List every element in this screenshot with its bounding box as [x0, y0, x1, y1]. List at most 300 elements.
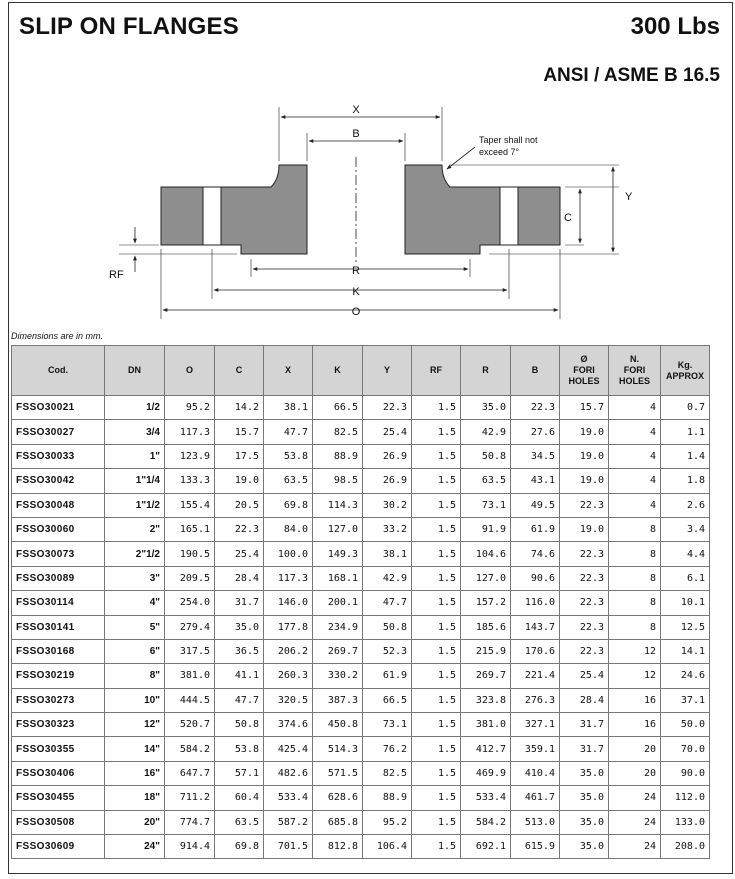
value-cell: 0.7 — [661, 396, 710, 420]
dn-cell: 1"1/4 — [105, 469, 165, 493]
code-cell: FSSO30355 — [12, 737, 105, 761]
flange-spec-sheet — [8, 2, 733, 874]
value-cell: 10.1 — [661, 591, 710, 615]
code-cell: FSSO30609 — [12, 835, 105, 859]
code-cell: FSSO30042 — [12, 469, 105, 493]
value-cell: 22.3 — [560, 639, 609, 663]
column-header: O — [165, 346, 215, 396]
value-cell: 260.3 — [264, 664, 313, 688]
value-cell: 50.8 — [363, 615, 412, 639]
value-cell: 70.0 — [661, 737, 710, 761]
table-header-row — [12, 346, 710, 396]
value-cell: 12 — [609, 664, 661, 688]
label-o: O — [351, 306, 361, 318]
dn-cell: 16" — [105, 761, 165, 785]
value-cell: 774.7 — [165, 810, 215, 834]
value-cell: 43.1 — [511, 469, 560, 493]
value-cell: 1.5 — [412, 493, 461, 517]
value-cell: 1.5 — [412, 566, 461, 590]
value-cell: 1.5 — [412, 444, 461, 468]
dn-cell: 20" — [105, 810, 165, 834]
value-cell: 190.5 — [165, 542, 215, 566]
value-cell: 185.6 — [461, 615, 511, 639]
value-cell: 165.1 — [165, 517, 215, 541]
value-cell: 533.4 — [461, 786, 511, 810]
value-cell: 1.5 — [412, 542, 461, 566]
value-cell: 41.1 — [215, 664, 264, 688]
table-row — [12, 761, 710, 785]
value-cell: 26.9 — [363, 444, 412, 468]
value-cell: 50.8 — [461, 444, 511, 468]
value-cell: 8 — [609, 542, 661, 566]
value-cell: 3.4 — [661, 517, 710, 541]
value-cell: 234.9 — [313, 615, 363, 639]
value-cell: 66.5 — [363, 688, 412, 712]
dn-cell: 1/2 — [105, 396, 165, 420]
label-x: X — [352, 104, 360, 116]
dn-cell: 5" — [105, 615, 165, 639]
code-cell: FSSO30455 — [12, 786, 105, 810]
value-cell: 112.0 — [661, 786, 710, 810]
dn-cell: 24" — [105, 835, 165, 859]
value-cell: 34.5 — [511, 444, 560, 468]
value-cell: 42.9 — [363, 566, 412, 590]
value-cell: 24 — [609, 786, 661, 810]
value-cell: 374.6 — [264, 713, 313, 737]
table-row — [12, 566, 710, 590]
value-cell: 215.9 — [461, 639, 511, 663]
table-row — [12, 835, 710, 859]
value-cell: 76.2 — [363, 737, 412, 761]
value-cell: 279.4 — [165, 615, 215, 639]
value-cell: 1.5 — [412, 713, 461, 737]
code-cell: FSSO30406 — [12, 761, 105, 785]
code-cell: FSSO30273 — [12, 688, 105, 712]
value-cell: 327.1 — [511, 713, 560, 737]
value-cell: 47.7 — [264, 420, 313, 444]
code-cell: FSSO30168 — [12, 639, 105, 663]
value-cell: 35.0 — [560, 835, 609, 859]
value-cell: 117.3 — [165, 420, 215, 444]
table-row — [12, 444, 710, 468]
value-cell: 4 — [609, 396, 661, 420]
value-cell: 1.5 — [412, 688, 461, 712]
column-header: N. FORI HOLES — [609, 346, 661, 396]
value-cell: 208.0 — [661, 835, 710, 859]
value-cell: 2.6 — [661, 493, 710, 517]
table-row — [12, 639, 710, 663]
value-cell: 50.0 — [661, 713, 710, 737]
column-header: RF — [412, 346, 461, 396]
value-cell: 209.5 — [165, 566, 215, 590]
value-cell: 73.1 — [461, 493, 511, 517]
value-cell: 8 — [609, 517, 661, 541]
value-cell: 1.5 — [412, 810, 461, 834]
column-header: DN — [105, 346, 165, 396]
value-cell: 1.5 — [412, 469, 461, 493]
value-cell: 1.1 — [661, 420, 710, 444]
value-cell: 1.4 — [661, 444, 710, 468]
standard-label: ANSI / ASME B 16.5 — [543, 65, 720, 86]
value-cell: 571.5 — [313, 761, 363, 785]
table-row — [12, 493, 710, 517]
value-cell: 104.6 — [461, 542, 511, 566]
dn-cell: 1" — [105, 444, 165, 468]
value-cell: 1.8 — [661, 469, 710, 493]
table-row — [12, 420, 710, 444]
dn-cell: 4" — [105, 591, 165, 615]
code-cell: FSSO30114 — [12, 591, 105, 615]
value-cell: 19.0 — [560, 420, 609, 444]
value-cell: 320.5 — [264, 688, 313, 712]
value-cell: 8 — [609, 566, 661, 590]
value-cell: 14.1 — [661, 639, 710, 663]
code-cell: FSSO30027 — [12, 420, 105, 444]
value-cell: 412.7 — [461, 737, 511, 761]
value-cell: 61.9 — [511, 517, 560, 541]
dn-cell: 10" — [105, 688, 165, 712]
taper-note-line1: Taper shall not — [479, 135, 538, 145]
value-cell: 91.9 — [461, 517, 511, 541]
code-cell: FSSO30048 — [12, 493, 105, 517]
value-cell: 31.7 — [560, 737, 609, 761]
value-cell: 60.4 — [215, 786, 264, 810]
value-cell: 587.2 — [264, 810, 313, 834]
value-cell: 116.0 — [511, 591, 560, 615]
value-cell: 35.0 — [560, 786, 609, 810]
table-row — [12, 542, 710, 566]
value-cell: 22.3 — [560, 542, 609, 566]
value-cell: 8 — [609, 615, 661, 639]
value-cell: 19.0 — [560, 444, 609, 468]
value-cell: 25.4 — [363, 420, 412, 444]
table-row — [12, 688, 710, 712]
label-k: K — [352, 286, 360, 298]
value-cell: 1.5 — [412, 664, 461, 688]
table-body — [12, 396, 710, 859]
value-cell: 57.1 — [215, 761, 264, 785]
column-header: Ø FORI HOLES — [560, 346, 609, 396]
value-cell: 16 — [609, 713, 661, 737]
value-cell: 24.6 — [661, 664, 710, 688]
value-cell: 4.4 — [661, 542, 710, 566]
value-cell: 149.3 — [313, 542, 363, 566]
value-cell: 24 — [609, 810, 661, 834]
value-cell: 381.0 — [165, 664, 215, 688]
right-flange-section — [405, 165, 560, 254]
dimensions-table — [11, 345, 710, 859]
value-cell: 74.6 — [511, 542, 560, 566]
value-cell: 66.5 — [313, 396, 363, 420]
value-cell: 90.6 — [511, 566, 560, 590]
value-cell: 19.0 — [560, 517, 609, 541]
value-cell: 25.4 — [215, 542, 264, 566]
value-cell: 14.2 — [215, 396, 264, 420]
value-cell: 35.0 — [560, 810, 609, 834]
code-cell: FSSO30033 — [12, 444, 105, 468]
value-cell: 276.3 — [511, 688, 560, 712]
dn-cell: 2" — [105, 517, 165, 541]
value-cell: 1.5 — [412, 786, 461, 810]
value-cell: 692.1 — [461, 835, 511, 859]
value-cell: 15.7 — [215, 420, 264, 444]
label-c: C — [564, 212, 572, 224]
value-cell: 711.2 — [165, 786, 215, 810]
value-cell: 19.0 — [215, 469, 264, 493]
table-row — [12, 810, 710, 834]
value-cell: 1.5 — [412, 761, 461, 785]
value-cell: 22.3 — [560, 615, 609, 639]
value-cell: 73.1 — [363, 713, 412, 737]
value-cell: 533.4 — [264, 786, 313, 810]
code-cell: FSSO30323 — [12, 713, 105, 737]
value-cell: 812.8 — [313, 835, 363, 859]
table-row — [12, 615, 710, 639]
table-row — [12, 396, 710, 420]
left-flange-section — [161, 165, 307, 254]
value-cell: 170.6 — [511, 639, 560, 663]
dn-cell: 18" — [105, 786, 165, 810]
value-cell: 69.8 — [264, 493, 313, 517]
value-cell: 685.8 — [313, 810, 363, 834]
value-cell: 513.0 — [511, 810, 560, 834]
value-cell: 88.9 — [313, 444, 363, 468]
value-cell: 38.1 — [363, 542, 412, 566]
value-cell: 100.0 — [264, 542, 313, 566]
value-cell: 628.6 — [313, 786, 363, 810]
value-cell: 410.4 — [511, 761, 560, 785]
column-header: K — [313, 346, 363, 396]
value-cell: 63.5 — [215, 810, 264, 834]
page-title: SLIP ON FLANGES — [19, 13, 239, 40]
value-cell: 38.1 — [264, 396, 313, 420]
value-cell: 35.0 — [461, 396, 511, 420]
value-cell: 381.0 — [461, 713, 511, 737]
value-cell: 36.5 — [215, 639, 264, 663]
value-cell: 19.0 — [560, 469, 609, 493]
value-cell: 1.5 — [412, 517, 461, 541]
dn-cell: 12" — [105, 713, 165, 737]
code-cell: FSSO30073 — [12, 542, 105, 566]
dn-cell: 2"1/2 — [105, 542, 165, 566]
value-cell: 12.5 — [661, 615, 710, 639]
value-cell: 1.5 — [412, 615, 461, 639]
table-row — [12, 713, 710, 737]
column-header: B — [511, 346, 560, 396]
value-cell: 22.3 — [560, 493, 609, 517]
value-cell: 90.0 — [661, 761, 710, 785]
value-cell: 1.5 — [412, 737, 461, 761]
value-cell: 615.9 — [511, 835, 560, 859]
value-cell: 35.0 — [560, 761, 609, 785]
value-cell: 12 — [609, 639, 661, 663]
value-cell: 30.2 — [363, 493, 412, 517]
value-cell: 206.2 — [264, 639, 313, 663]
value-cell: 482.6 — [264, 761, 313, 785]
value-cell: 146.0 — [264, 591, 313, 615]
value-cell: 114.3 — [313, 493, 363, 517]
value-cell: 22.3 — [560, 566, 609, 590]
code-cell: FSSO30219 — [12, 664, 105, 688]
value-cell: 37.1 — [661, 688, 710, 712]
value-cell: 53.8 — [215, 737, 264, 761]
value-cell: 469.9 — [461, 761, 511, 785]
value-cell: 20.5 — [215, 493, 264, 517]
dn-cell: 3/4 — [105, 420, 165, 444]
value-cell: 450.8 — [313, 713, 363, 737]
code-cell: FSSO30060 — [12, 517, 105, 541]
value-cell: 50.8 — [215, 713, 264, 737]
table-row — [12, 517, 710, 541]
value-cell: 359.1 — [511, 737, 560, 761]
value-cell: 22.3 — [511, 396, 560, 420]
value-cell: 387.3 — [313, 688, 363, 712]
value-cell: 22.3 — [363, 396, 412, 420]
value-cell: 168.1 — [313, 566, 363, 590]
value-cell: 15.7 — [560, 396, 609, 420]
value-cell: 647.7 — [165, 761, 215, 785]
value-cell: 8 — [609, 591, 661, 615]
value-cell: 914.4 — [165, 835, 215, 859]
value-cell: 330.2 — [313, 664, 363, 688]
value-cell: 47.7 — [215, 688, 264, 712]
table-row — [12, 591, 710, 615]
label-b: B — [352, 128, 360, 140]
value-cell: 133.0 — [661, 810, 710, 834]
value-cell: 461.7 — [511, 786, 560, 810]
dn-cell: 6" — [105, 639, 165, 663]
value-cell: 82.5 — [363, 761, 412, 785]
dn-cell: 3" — [105, 566, 165, 590]
table-row — [12, 664, 710, 688]
value-cell: 701.5 — [264, 835, 313, 859]
value-cell: 27.6 — [511, 420, 560, 444]
value-cell: 35.0 — [215, 615, 264, 639]
value-cell: 52.3 — [363, 639, 412, 663]
column-header: X — [264, 346, 313, 396]
column-header: Kg. APPROX — [661, 346, 710, 396]
value-cell: 584.2 — [165, 737, 215, 761]
value-cell: 444.5 — [165, 688, 215, 712]
label-y: Y — [625, 191, 633, 203]
value-cell: 98.5 — [313, 469, 363, 493]
value-cell: 221.4 — [511, 664, 560, 688]
value-cell: 31.7 — [560, 713, 609, 737]
value-cell: 123.9 — [165, 444, 215, 468]
value-cell: 22.3 — [215, 517, 264, 541]
value-cell: 143.7 — [511, 615, 560, 639]
value-cell: 200.1 — [313, 591, 363, 615]
taper-note-line2: exceed 7° — [479, 147, 520, 157]
value-cell: 25.4 — [560, 664, 609, 688]
value-cell: 47.7 — [363, 591, 412, 615]
value-cell: 177.8 — [264, 615, 313, 639]
column-header: Y — [363, 346, 412, 396]
value-cell: 4 — [609, 444, 661, 468]
value-cell: 53.8 — [264, 444, 313, 468]
value-cell: 49.5 — [511, 493, 560, 517]
value-cell: 88.9 — [363, 786, 412, 810]
label-r: R — [352, 265, 360, 277]
value-cell: 425.4 — [264, 737, 313, 761]
value-cell: 95.2 — [165, 396, 215, 420]
value-cell: 4 — [609, 420, 661, 444]
value-cell: 4 — [609, 469, 661, 493]
value-cell: 520.7 — [165, 713, 215, 737]
value-cell: 584.2 — [461, 810, 511, 834]
value-cell: 42.9 — [461, 420, 511, 444]
value-cell: 1.5 — [412, 420, 461, 444]
value-cell: 20 — [609, 761, 661, 785]
value-cell: 127.0 — [313, 517, 363, 541]
value-cell: 106.4 — [363, 835, 412, 859]
pressure-rating: 300 Lbs — [630, 13, 720, 40]
value-cell: 117.3 — [264, 566, 313, 590]
value-cell: 133.3 — [165, 469, 215, 493]
value-cell: 28.4 — [560, 688, 609, 712]
value-cell: 69.8 — [215, 835, 264, 859]
value-cell: 514.3 — [313, 737, 363, 761]
value-cell: 157.2 — [461, 591, 511, 615]
value-cell: 24 — [609, 835, 661, 859]
value-cell: 16 — [609, 688, 661, 712]
value-cell: 28.4 — [215, 566, 264, 590]
value-cell: 22.3 — [560, 591, 609, 615]
table-row — [12, 786, 710, 810]
value-cell: 31.7 — [215, 591, 264, 615]
value-cell: 155.4 — [165, 493, 215, 517]
value-cell: 254.0 — [165, 591, 215, 615]
dn-cell: 1"1/2 — [105, 493, 165, 517]
value-cell: 63.5 — [264, 469, 313, 493]
value-cell: 20 — [609, 737, 661, 761]
value-cell: 1.5 — [412, 396, 461, 420]
value-cell: 63.5 — [461, 469, 511, 493]
dimensions-note: Dimensions are in mm. — [11, 331, 104, 341]
value-cell: 269.7 — [461, 664, 511, 688]
value-cell: 26.9 — [363, 469, 412, 493]
column-header: C — [215, 346, 264, 396]
code-cell: FSSO30021 — [12, 396, 105, 420]
taper-leader — [447, 147, 475, 169]
table-row — [12, 469, 710, 493]
value-cell: 269.7 — [313, 639, 363, 663]
column-header: R — [461, 346, 511, 396]
value-cell: 61.9 — [363, 664, 412, 688]
dn-cell: 8" — [105, 664, 165, 688]
value-cell: 33.2 — [363, 517, 412, 541]
value-cell: 1.5 — [412, 591, 461, 615]
value-cell: 317.5 — [165, 639, 215, 663]
code-cell: FSSO30508 — [12, 810, 105, 834]
table-row — [12, 737, 710, 761]
dn-cell: 14" — [105, 737, 165, 761]
value-cell: 82.5 — [313, 420, 363, 444]
value-cell: 127.0 — [461, 566, 511, 590]
value-cell: 17.5 — [215, 444, 264, 468]
code-cell: FSSO30089 — [12, 566, 105, 590]
value-cell: 6.1 — [661, 566, 710, 590]
value-cell: 95.2 — [363, 810, 412, 834]
value-cell: 1.5 — [412, 835, 461, 859]
label-rf: RF — [109, 269, 124, 281]
value-cell: 84.0 — [264, 517, 313, 541]
code-cell: FSSO30141 — [12, 615, 105, 639]
value-cell: 323.8 — [461, 688, 511, 712]
column-header: Cod. — [12, 346, 105, 396]
value-cell: 1.5 — [412, 639, 461, 663]
flange-cross-section-diagram — [9, 99, 732, 329]
